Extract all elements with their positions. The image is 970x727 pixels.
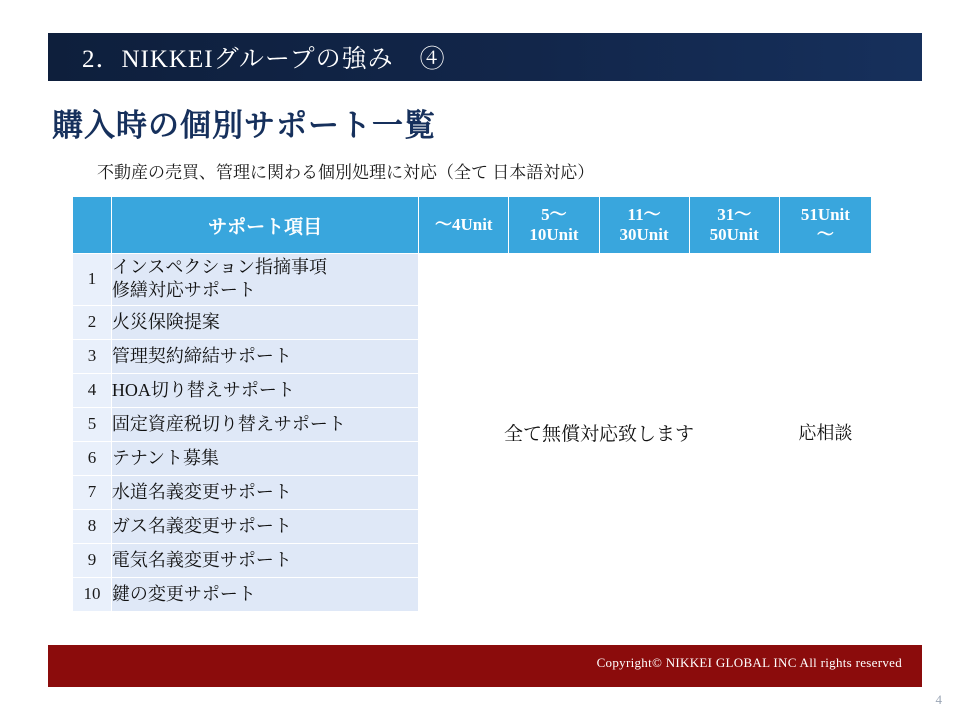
copyright-text: Copyright© NIKKEI GLOBAL INC All rights reserved bbox=[596, 655, 902, 670]
slide-header-title: 2．NIKKEIグループの強み ④ bbox=[82, 46, 446, 73]
table-header-unit-4-line2: 50Unit bbox=[709, 225, 759, 244]
row-number: 1 bbox=[73, 254, 112, 306]
row-label bbox=[111, 254, 418, 306]
table-header-unit-5 bbox=[779, 197, 871, 254]
row-label: 水道名義変更サポート bbox=[111, 475, 418, 509]
slide-footer-bar bbox=[48, 645, 922, 687]
row-label-line2: 修繕対応サポート bbox=[111, 280, 256, 301]
row-number: 2 bbox=[73, 305, 112, 339]
table-header-unit-2-line2: 10Unit bbox=[529, 225, 579, 244]
row-label: 固定資産税切り替えサポート bbox=[111, 407, 418, 441]
table-header-row bbox=[73, 197, 872, 254]
row-label: ガス名義変更サポート bbox=[111, 509, 418, 543]
table-header-unit-2 bbox=[509, 197, 599, 254]
table-header-unit-3 bbox=[599, 197, 689, 254]
table-header-unit-1 bbox=[419, 197, 509, 254]
row-number: 9 bbox=[73, 543, 112, 577]
row-number: 8 bbox=[73, 509, 112, 543]
row-label: 鍵の変更サポート bbox=[111, 577, 418, 611]
row-number: 4 bbox=[73, 373, 112, 407]
support-table-wrapper bbox=[72, 196, 872, 612]
table-header-unit-4 bbox=[689, 197, 779, 254]
merged-free-cell: 全て無償対応致します bbox=[419, 254, 780, 612]
row-number: 3 bbox=[73, 339, 112, 373]
row-label: 管理契約締結サポート bbox=[111, 339, 418, 373]
support-table bbox=[72, 196, 872, 612]
table-header-item: サポート項目 bbox=[111, 197, 418, 254]
table-header-index bbox=[73, 197, 112, 254]
table-header-unit-3-line2: 30Unit bbox=[619, 225, 669, 244]
row-label: テナント募集 bbox=[111, 441, 418, 475]
row-number: 6 bbox=[73, 441, 112, 475]
table-header-unit-2-line1: 5～ bbox=[541, 205, 567, 225]
page-title: 購入時の個別サポート一覧 bbox=[52, 108, 436, 143]
row-number: 7 bbox=[73, 475, 112, 509]
row-label: 火災保険提案 bbox=[111, 305, 418, 339]
row-label: HOA切り替えサポート bbox=[111, 373, 418, 407]
merged-consult-cell: 応相談 bbox=[779, 254, 871, 612]
row-label: 電気名義変更サポート bbox=[111, 543, 418, 577]
slide-header-bar bbox=[48, 33, 922, 81]
table-header-unit-4-line1: 31～ bbox=[717, 205, 752, 225]
table-header-unit-5-line1: 51Unit bbox=[800, 205, 850, 225]
table-header-unit-1-text: ～4Unit bbox=[434, 215, 493, 235]
table-header-unit-5-line2: ～ bbox=[816, 225, 834, 244]
row-label-line1: インスペクション指摘事項 bbox=[111, 257, 328, 277]
row-number: 10 bbox=[73, 577, 112, 611]
row-number: 5 bbox=[73, 407, 112, 441]
table-header-unit-3-line1: 11～ bbox=[627, 205, 661, 225]
page-subtitle: 不動産の売買、管理に関わる個別処理に対応（全て 日本語対応） bbox=[97, 163, 595, 182]
table-row bbox=[73, 254, 872, 306]
page-number: 4 bbox=[935, 692, 942, 707]
